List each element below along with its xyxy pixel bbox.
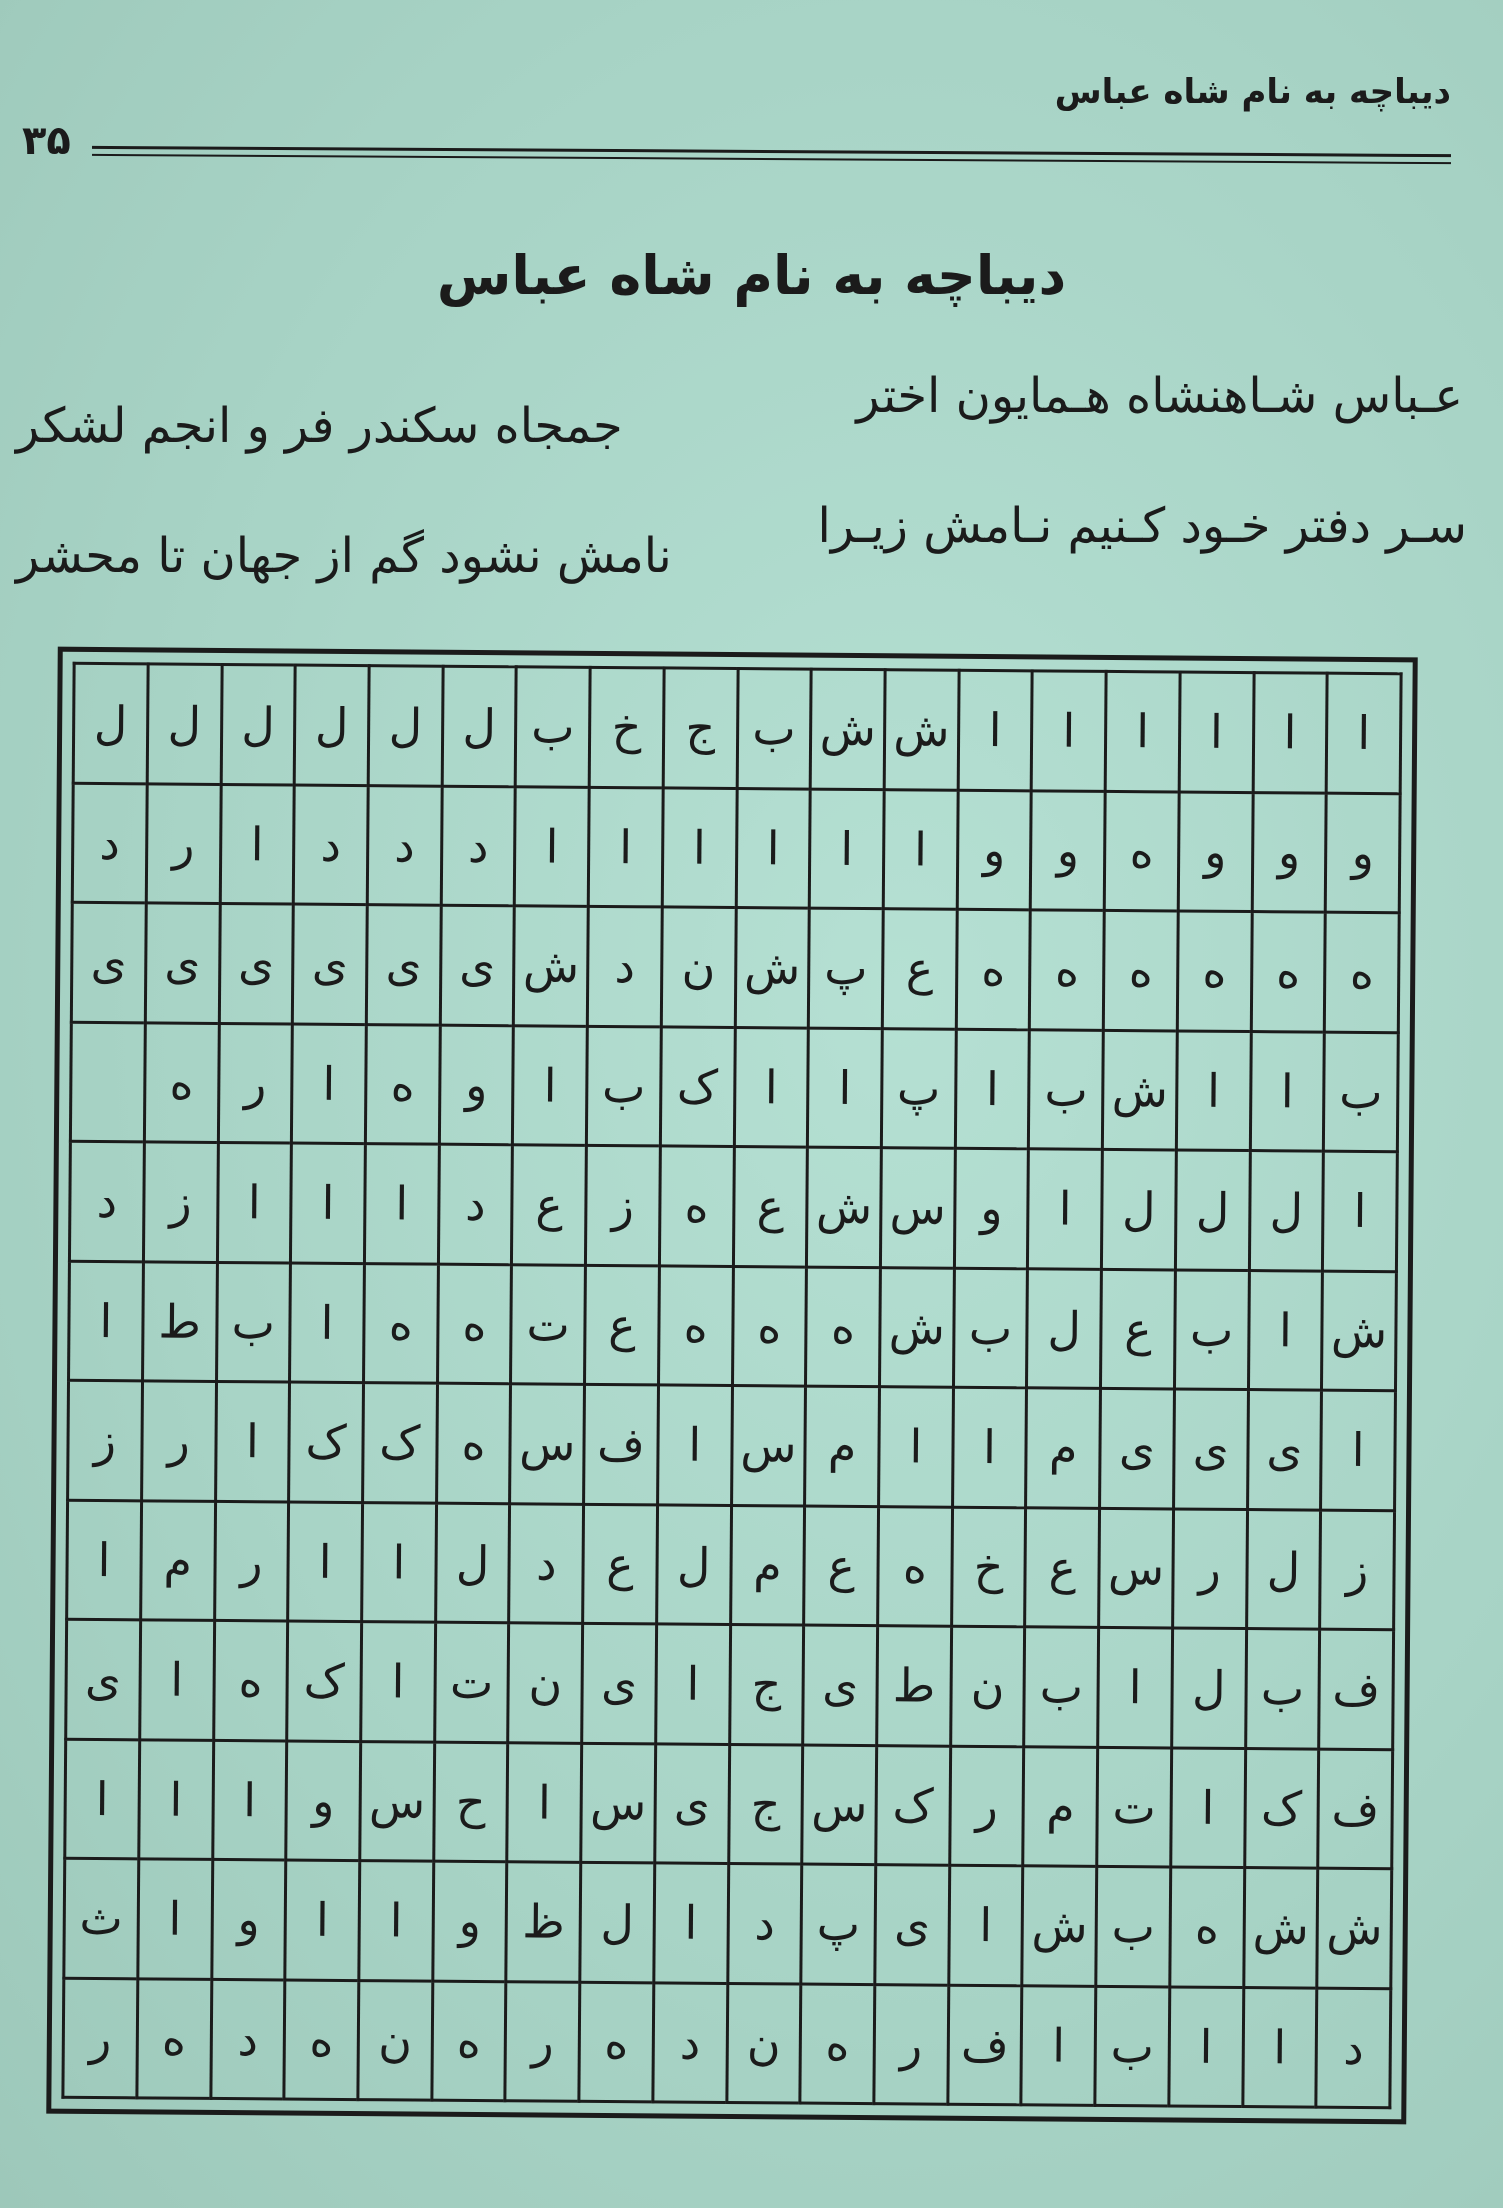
letter-grid-frame (46, 647, 1417, 2125)
grid-cell: د (1316, 1988, 1391, 2108)
grid-cell: ه (1177, 911, 1252, 1031)
grid-cell: ا (1323, 1151, 1398, 1271)
grid-cell: ی (145, 903, 220, 1023)
grid-cell: ا (69, 1261, 144, 1381)
grid-cell: ا (1171, 1747, 1246, 1867)
grid-cell: ه (436, 1383, 511, 1503)
grid-cell: ی (875, 1865, 950, 1985)
grid-cell: ی (655, 1743, 730, 1863)
grid-cell: ع (804, 1506, 879, 1626)
grid-cell: ه (137, 1978, 212, 2098)
grid-cell: و (1178, 791, 1253, 911)
grid-cell: د (367, 785, 442, 905)
grid-cell: ا (1021, 1985, 1096, 2105)
grid-cell: ا (883, 789, 958, 909)
grid-cell: ا (1098, 1627, 1173, 1747)
grid-cell: ا (513, 1025, 588, 1145)
page-title: دیباچه به نام شاه عباس (436, 244, 1067, 307)
grid-cell: د (72, 783, 147, 903)
grid-cell: ی (1247, 1390, 1322, 1510)
grid-cell: ه (732, 1266, 807, 1386)
grid-cell: ت (511, 1264, 586, 1384)
grid-cell: ا (879, 1387, 954, 1507)
grid-cell: ف (1318, 1749, 1393, 1869)
grid-cell: د (727, 1863, 802, 1983)
grid-cell: ل (294, 665, 369, 785)
grid-cell: م (730, 1505, 805, 1625)
grid-cell: ل (1102, 1149, 1177, 1269)
grid-cell: ت (434, 1622, 509, 1742)
grid-row (63, 1978, 1391, 2108)
grid-cell: ه (1170, 1867, 1245, 1987)
grid-row (67, 1500, 1395, 1630)
grid-cell: س (581, 1743, 656, 1863)
grid-cell: ز (586, 1145, 661, 1265)
grid-cell: پ (809, 908, 884, 1028)
grid-cell: ی (1173, 1389, 1248, 1509)
grid-row (73, 663, 1401, 793)
grid-cell: ا (292, 1024, 367, 1144)
grid-cell: ا (507, 1742, 582, 1862)
grid-cell: ا (1179, 672, 1254, 792)
grid-cell: ن (358, 1980, 433, 2100)
verse-1-hemistich-left: جمجاه سکندر فر و انجم لشکر (16, 398, 623, 454)
grid-cell: ا (217, 1142, 292, 1262)
grid-cell: ع (882, 909, 957, 1029)
grid-cell: س (880, 1148, 955, 1268)
grid-cell: ل (221, 664, 296, 784)
grid-cell: ت (1097, 1747, 1172, 1867)
grid-row (69, 1261, 1397, 1391)
grid-cell: ع (1101, 1269, 1176, 1389)
grid-cell: ا (65, 1739, 140, 1859)
grid-cell: ه (284, 1980, 359, 2100)
grid-cell: ا (1250, 1031, 1325, 1151)
grid-cell: و (1252, 792, 1327, 912)
running-head: دیباچه به نام شاه عباس (1054, 72, 1451, 112)
grid-cell: ا (948, 1865, 1023, 1985)
grid-cell: ب (516, 667, 591, 787)
grid-cell: و (1031, 790, 1106, 910)
grid-cell: ب (1096, 1866, 1171, 1986)
grid-cell: پ (801, 1864, 876, 1984)
grid-cell: ه (363, 1263, 438, 1383)
grid-cell: ا (1169, 1986, 1244, 2106)
grid-cell: ب (1324, 1032, 1399, 1152)
grid-cell: ر (505, 1981, 580, 2101)
grid-cell: ی (219, 903, 294, 1023)
grid-cell: ا (734, 1027, 809, 1147)
grid-cell: ه (579, 1982, 654, 2102)
grid-cell: ط (877, 1626, 952, 1746)
grid-cell: ف (1319, 1629, 1394, 1749)
grid-cell: ع (583, 1504, 658, 1624)
grid-cell: ا (657, 1385, 732, 1505)
grid-cell: ا (138, 1859, 213, 1979)
grid-cell: ا (364, 1144, 439, 1264)
grid-row (70, 1022, 1398, 1152)
grid-cell: ب (1245, 1629, 1320, 1749)
grid-cell: ش (1322, 1271, 1397, 1391)
grid-cell: ب (1024, 1627, 1099, 1747)
grid-cell: ی (293, 904, 368, 1024)
grid-row (65, 1739, 1393, 1869)
grid-cell: ش (735, 908, 810, 1028)
grid-cell: ا (515, 786, 590, 906)
grid-cell: ه (659, 1146, 734, 1266)
grid-cell: و (286, 1741, 361, 1861)
grid-cell: ف (948, 1985, 1023, 2105)
grid-cell: ب (1029, 1029, 1104, 1149)
grid-cell: ا (1253, 673, 1328, 793)
grid-cell: ا (291, 1143, 366, 1263)
grid-cell: ا (1248, 1270, 1323, 1390)
grid-cell: ا (139, 1620, 214, 1740)
grid-cell: ا (359, 1861, 434, 1981)
grid-cell: ه (437, 1264, 512, 1384)
grid-cell: ج (729, 1624, 804, 1744)
grid-cell: و (211, 1859, 286, 1979)
grid-cell: ش (810, 669, 885, 789)
grid-cell: و (954, 1148, 1029, 1268)
verse-2-hemistich-left: نامش نشود گم از جهان تا محشر (16, 528, 672, 584)
grid-cell: ع (733, 1147, 808, 1267)
grid-cell: ل (147, 664, 222, 784)
verse-2-hemistich-right: سـر دفتر خـود کـنیم نـامش زیـرا (817, 498, 1467, 554)
grid-cell: ف (584, 1384, 659, 1504)
grid-cell: ز (68, 1380, 143, 1500)
grid-cell: ز (1320, 1510, 1395, 1630)
grid-cell: ا (290, 1263, 365, 1383)
grid-cell: و (957, 790, 1032, 910)
grid-cell: ل (1172, 1628, 1247, 1748)
grid-cell: ع (585, 1265, 660, 1385)
grid-cell: ی (366, 905, 441, 1025)
grid-cell: ل (656, 1504, 731, 1624)
grid-cell: س (802, 1745, 877, 1865)
grid-cell: ا (655, 1624, 730, 1744)
grid-cell: ک (1244, 1748, 1319, 1868)
grid-cell: ا (1032, 671, 1107, 791)
grid-cell: س (510, 1384, 585, 1504)
grid-cell: خ (589, 667, 664, 787)
grid-cell: ر (141, 1381, 216, 1501)
grid-cell: ا (958, 670, 1033, 790)
grid-cell: ب (1174, 1269, 1249, 1389)
grid-cell: ه (1251, 912, 1326, 1032)
grid-cell: ا (588, 787, 663, 907)
grid-cell: ش (879, 1267, 954, 1387)
grid-cell: ی (582, 1623, 657, 1743)
grid-cell: م (1026, 1388, 1101, 1508)
grid-cell: ش (1243, 1868, 1318, 1988)
grid-cell: س (1099, 1508, 1174, 1628)
grid-row (68, 1380, 1396, 1510)
grid-cell: ی (71, 902, 146, 1022)
grid-cell: ا (810, 789, 885, 909)
grid-cell: ی (440, 905, 515, 1025)
grid-cell: ن (661, 907, 736, 1027)
grid-cell: ی (803, 1625, 878, 1745)
grid-cell: ل (1249, 1151, 1324, 1271)
grid-cell: د (653, 1982, 728, 2102)
grid-cell: و (432, 1861, 507, 1981)
grid-cell: ب (586, 1026, 661, 1146)
grid-cell: ل (1027, 1268, 1102, 1388)
grid-cell: ر (146, 783, 221, 903)
grid-cell: ا (952, 1387, 1027, 1507)
grid-cell: ل (442, 666, 517, 786)
grid-cell: ه (800, 1984, 875, 2104)
grid-cell: ه (365, 1024, 440, 1144)
page-number: ۳۵ (22, 118, 71, 164)
grid-cell: ک (287, 1621, 362, 1741)
grid-cell: ا (212, 1740, 287, 1860)
grid-row (71, 902, 1399, 1032)
letter-grid (61, 662, 1402, 2109)
grid-cell: ث (64, 1858, 139, 1978)
grid-cell: ر (949, 1746, 1024, 1866)
grid-cell: ل (1175, 1150, 1250, 1270)
grid-cell: ک (363, 1383, 438, 1503)
grid-row (69, 1141, 1397, 1271)
grid-cell: ط (142, 1261, 217, 1381)
grid-cell: ر (874, 1984, 949, 2104)
grid-cell: ه (1030, 910, 1105, 1030)
grid-cell: ا (736, 788, 811, 908)
grid-cell: ک (876, 1745, 951, 1865)
grid-cell: س (731, 1386, 806, 1506)
grid-cell: م (1023, 1746, 1098, 1866)
grid-cell: د (293, 785, 368, 905)
verse-1-hemistich-right: عـباس شـاهنشاه هـمایون اختر (856, 368, 1463, 424)
grid-cell: ا (1321, 1390, 1396, 1510)
grid-cell: ن (726, 1983, 801, 2103)
grid-cell: ا (139, 1739, 214, 1859)
grid-cell: ز (143, 1142, 218, 1262)
grid-cell: ا (362, 1502, 437, 1622)
grid-cell: ا (1326, 673, 1401, 793)
grid-cell: ه (956, 909, 1031, 1029)
grid-cell: ل (435, 1503, 510, 1623)
grid-cell: د (509, 1503, 584, 1623)
grid-cell: ر (214, 1501, 289, 1621)
grid-cell: پ (881, 1028, 956, 1148)
grid-cell: ش (1317, 1868, 1392, 1988)
grid-cell: ش (884, 670, 959, 790)
grid-cell: ش (1102, 1030, 1177, 1150)
grid-cell: ک (289, 1382, 364, 1502)
grid-cell: ع (512, 1145, 587, 1265)
grid-cell: د (587, 906, 662, 1026)
grid-row (72, 783, 1400, 913)
grid-cell: ا (1176, 1030, 1251, 1150)
grid-cell: ر (218, 1023, 293, 1143)
grid-cell: ل (73, 663, 148, 783)
grid-cell: ه (1325, 912, 1400, 1032)
grid-cell: ظ (506, 1862, 581, 1982)
grid-cell: د (210, 1979, 285, 2099)
grid-cell: و (439, 1025, 514, 1145)
grid-cell: ش (1022, 1866, 1097, 1986)
grid-cell: د (438, 1144, 513, 1264)
grid-cell: ا (662, 787, 737, 907)
grid-cell: ن (950, 1626, 1025, 1746)
grid-cell: ه (213, 1620, 288, 1740)
grid-cell: ی (1100, 1388, 1175, 1508)
grid-cell: ا (215, 1381, 290, 1501)
grid-cell: ر (63, 1978, 138, 2098)
grid-cell: ح (433, 1742, 508, 1862)
grid-cell: ب (216, 1262, 291, 1382)
grid-cell: ا (67, 1500, 142, 1620)
grid-cell: ا (220, 784, 295, 904)
grid-cell: م (805, 1386, 880, 1506)
grid-cell: ه (1104, 791, 1179, 911)
grid-cell: ل (580, 1862, 655, 1982)
grid-cell: ه (144, 1022, 219, 1142)
grid-cell: و (1326, 793, 1401, 913)
grid-row (66, 1619, 1394, 1749)
grid-cell: ه (1103, 910, 1178, 1030)
grid-cell: ش (514, 906, 589, 1026)
grid-cell: ا (288, 1502, 363, 1622)
grid-cell: ی (66, 1619, 141, 1739)
grid-cell: ا (361, 1622, 436, 1742)
grid-cell: ا (808, 1028, 883, 1148)
grid-cell: ر (1172, 1508, 1247, 1628)
grid-cell: ا (1028, 1149, 1103, 1269)
grid-cell: ل (368, 666, 443, 786)
grid-cell: ه (878, 1506, 953, 1626)
grid-cell: م (140, 1500, 215, 1620)
grid-cell: ج (728, 1744, 803, 1864)
grid-cell: ه (806, 1267, 881, 1387)
grid-cell: ب (1095, 1986, 1170, 2106)
grid-cell: ا (654, 1863, 729, 1983)
grid-cell: ع (1025, 1507, 1100, 1627)
grid-cell: ب (953, 1268, 1028, 1388)
grid-cell: س (360, 1741, 435, 1861)
grid-cell: ب (737, 669, 812, 789)
grid-cell: ه (432, 1981, 507, 2101)
grid-cell: ج (663, 668, 738, 788)
grid-cell: ا (285, 1860, 360, 1980)
grid-cell: د (441, 786, 516, 906)
grid-cell: ش (807, 1147, 882, 1267)
grid-cell: ا (1242, 1987, 1317, 2107)
grid-cell: ا (955, 1029, 1030, 1149)
grid-cell (70, 1022, 145, 1142)
grid-cell: د (69, 1141, 144, 1261)
grid-cell: ن (508, 1623, 583, 1743)
grid-cell: ل (1246, 1509, 1321, 1629)
grid-cell: ا (1105, 671, 1180, 791)
grid-cell: ه (658, 1265, 733, 1385)
grid-cell: ک (660, 1026, 735, 1146)
grid-row (64, 1858, 1392, 1988)
grid-cell: خ (951, 1507, 1026, 1627)
